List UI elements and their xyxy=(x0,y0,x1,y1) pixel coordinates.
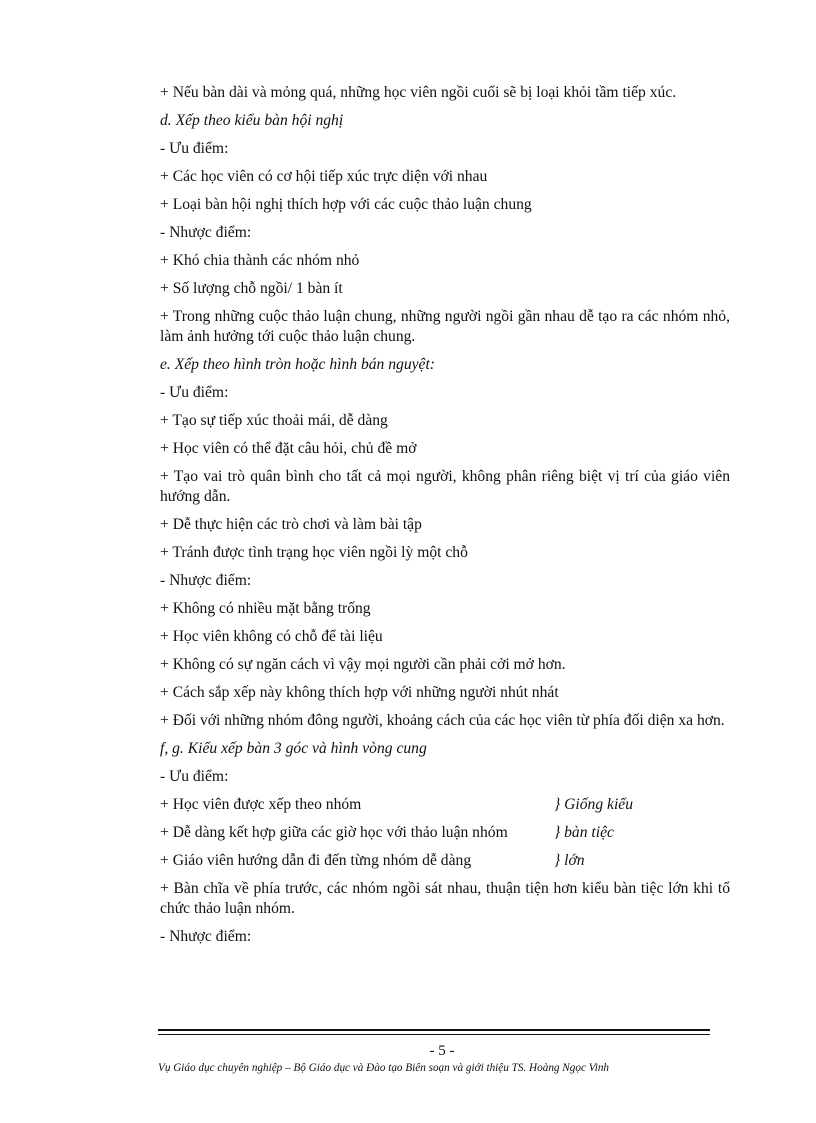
bracket-row xyxy=(160,795,730,815)
bracket-note: } bàn tiệc xyxy=(554,824,614,841)
page-number: - 5 - xyxy=(429,1043,455,1059)
bracket-row-item: + Giáo viên hướng dẫn đi đến từng nhóm dễ dàng xyxy=(160,852,472,869)
list-item: + Học viên có thể đặt câu hỏi, chủ đề mở xyxy=(160,440,417,457)
list-item: + Tạo sự tiếp xúc thoải mái, dễ dàng xyxy=(160,412,388,429)
bracket-note: } lớn xyxy=(554,852,585,869)
list-item: + Đối với những nhóm đông người, khoảng cách của các học viên từ phía đối diện xa hơn. xyxy=(160,712,725,729)
footer-rule-thick xyxy=(158,1029,710,1031)
section-heading: f, g. Kiểu xếp bàn 3 góc và hình vòng cung xyxy=(160,740,427,757)
bracket-row-item: + Học viên được xếp theo nhóm xyxy=(160,796,362,813)
list-item: + Dễ thực hiện các trò chơi và làm bài tập xyxy=(160,516,422,533)
paragraph: + Nếu bàn dài và mỏng quá, những học viên ngồi cuối sẽ bị loại khỏi tầm tiếp xúc. xyxy=(160,84,677,101)
list-item: + Không có sự ngăn cách vì vậy mọi người cần phải cởi mở hơn. xyxy=(160,656,566,673)
list-item: + Tạo vai trò quân bình cho tất cả mọi người, không phân riêng biệt vị trí của giáo viên hướng dẫn. xyxy=(160,468,730,505)
list-heading: - Ưu điểm: xyxy=(160,140,229,157)
list-item: + Bàn chĩa về phía trước, các nhóm ngồi sát nhau, thuận tiện hơn kiểu bàn tiệc lớn khi tổ chức thảo luận nhóm. xyxy=(160,880,730,917)
bracket-note: } Giống kiểu xyxy=(554,796,633,813)
footer-text: Vụ Giáo dục chuyên nghiệp – Bộ Giáo dục và Đào tạo Biên soạn và giới thiệu TS. Hoàng Ngọc Vinh xyxy=(158,1062,610,1074)
bracket-row-item: + Dễ dàng kết hợp giữa các giờ học với thảo luận nhóm xyxy=(160,824,508,841)
footer-rule-thin xyxy=(158,1034,710,1035)
section-heading: d. Xếp theo kiểu bàn hội nghị xyxy=(160,112,344,129)
page-content xyxy=(160,83,730,947)
list-item: + Cách sắp xếp này không thích hợp với những người nhút nhát xyxy=(160,684,559,701)
list-heading: - Nhược điểm: xyxy=(160,928,252,945)
list-item: + Tránh được tình trạng học viên ngồi lỳ một chỗ xyxy=(160,544,468,561)
list-item: + Không có nhiều mặt bằng trống xyxy=(160,600,371,617)
section-heading: e. Xếp theo hình tròn hoặc hình bán nguyệt: xyxy=(160,356,435,373)
list-item: + Loại bàn hội nghị thích hợp với các cuộc thảo luận chung xyxy=(160,196,532,213)
list-heading: - Nhược điểm: xyxy=(160,572,252,589)
list-item: + Số lượng chỗ ngồi/ 1 bàn ít xyxy=(160,280,343,297)
bracket-row xyxy=(160,823,730,843)
list-heading: - Nhược điểm: xyxy=(160,224,252,241)
list-heading: - Ưu điểm: xyxy=(160,768,229,785)
bracket-row xyxy=(160,851,730,871)
list-item: + Khó chia thành các nhóm nhỏ xyxy=(160,252,360,269)
list-item: + Các học viên có cơ hội tiếp xúc trực diện với nhau xyxy=(160,168,488,185)
list-item: + Trong những cuộc thảo luận chung, những người ngồi gần nhau dễ tạo ra các nhóm nhỏ, làm ảnh hưởng tới cuộc thảo luận chung. xyxy=(160,308,730,345)
list-heading: - Ưu điểm: xyxy=(160,384,229,401)
list-item: + Học viên không có chỗ để tài liệu xyxy=(160,628,383,645)
